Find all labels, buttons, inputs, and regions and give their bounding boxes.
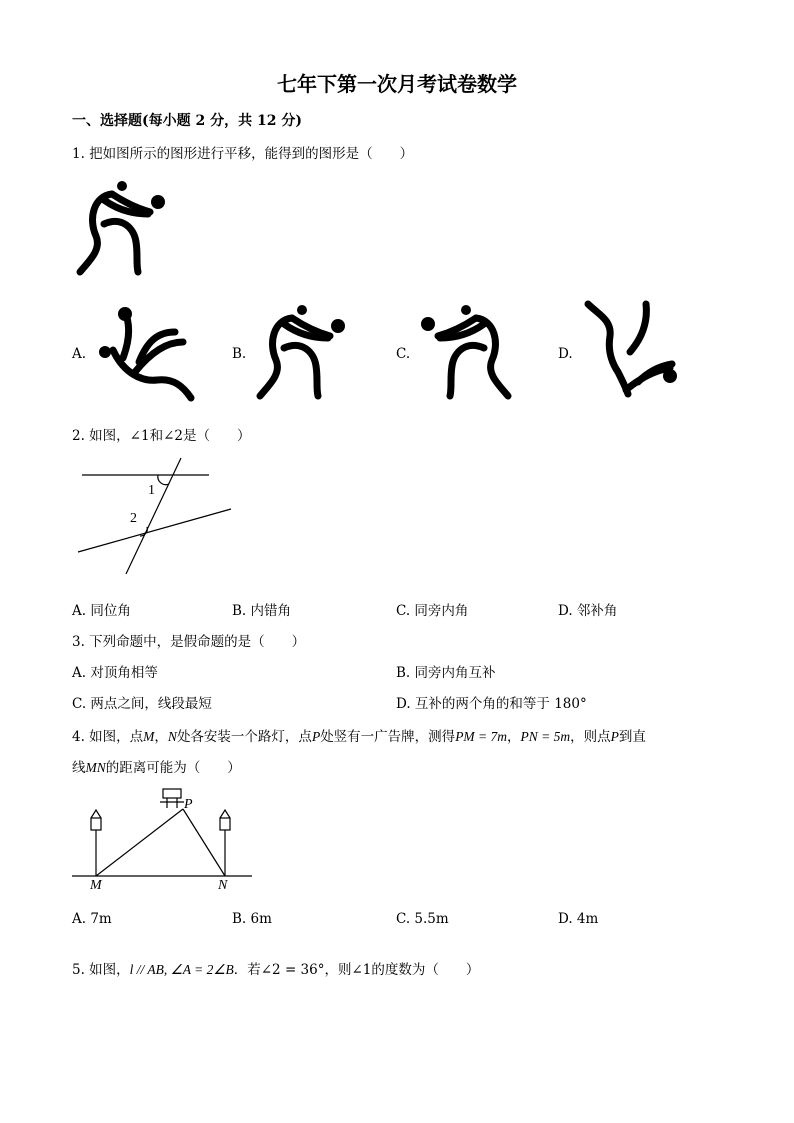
q4-option-a[interactable]: A. 7m: [72, 911, 112, 927]
q1-option-b-figure[interactable]: [254, 302, 354, 402]
q3-option-b[interactable]: B. 同旁内角互补: [396, 665, 496, 681]
q4-point-n-label: N: [218, 878, 228, 893]
q2-figure-intersecting-lines: [74, 454, 244, 584]
q1-figure-volleyball-player: [74, 178, 174, 278]
q3-option-c[interactable]: C. 两点之间，线段最短: [72, 696, 212, 712]
q1-option-c-label[interactable]: C.: [396, 346, 411, 362]
q1-option-a-figure[interactable]: [95, 302, 195, 402]
q2-option-a[interactable]: A. 同位角: [72, 603, 131, 619]
question-3-stem: 3. 下列命题中，是假命题的是（ ）: [72, 634, 306, 650]
q1-option-c-figure[interactable]: [418, 302, 518, 402]
question-1-stem: 1. 把如图所示的图形进行平移，能得到的图形是（ ）: [72, 146, 414, 162]
q2-option-b[interactable]: B. 内错角: [232, 603, 292, 619]
q1-option-b-label[interactable]: B.: [232, 346, 247, 362]
q2-option-d[interactable]: D. 邻补角: [558, 603, 618, 619]
section-heading: 一、选择题(每小题 2 分，共 12 分): [72, 113, 302, 129]
q4-figure-streetlights: [70, 786, 260, 896]
question-4-stem-line2: 线MN的距离可能为（ ）: [72, 760, 241, 776]
q4-option-b[interactable]: B. 6m: [232, 911, 272, 927]
q2-angle-2-label: 2: [130, 511, 137, 526]
page-title: 七年下第一次月考试卷数学: [277, 72, 517, 96]
q2-angle-1-label: 1: [148, 483, 155, 498]
q1-option-a-label[interactable]: A.: [72, 346, 87, 362]
q3-option-d[interactable]: D. 互补的两个角的和等于 180°: [396, 696, 587, 712]
q1-option-d-label[interactable]: D.: [558, 346, 573, 362]
q4-option-d[interactable]: D. 4m: [558, 911, 599, 927]
question-5-stem: 5. 如图，l // AB, ∠A = 2∠B．若∠2 = 36°，则∠1的度数为（ ）: [72, 962, 480, 978]
question-2-stem: 2. 如图，∠1和∠2是（ ）: [72, 428, 251, 444]
q4-point-m-label: M: [90, 878, 102, 893]
q2-option-c[interactable]: C. 同旁内角: [396, 603, 469, 619]
q4-point-p-label: P: [184, 797, 193, 812]
q1-option-d-figure[interactable]: [582, 298, 682, 398]
q4-option-c[interactable]: C. 5.5m: [396, 911, 449, 927]
question-4-stem-line1: 4. 如图，点M，N处各安装一个路灯，点P处竖有一广告牌，测得PM = 7m，PN = 5m，则点P到直: [72, 729, 646, 745]
q3-option-a[interactable]: A. 对顶角相等: [72, 665, 158, 681]
